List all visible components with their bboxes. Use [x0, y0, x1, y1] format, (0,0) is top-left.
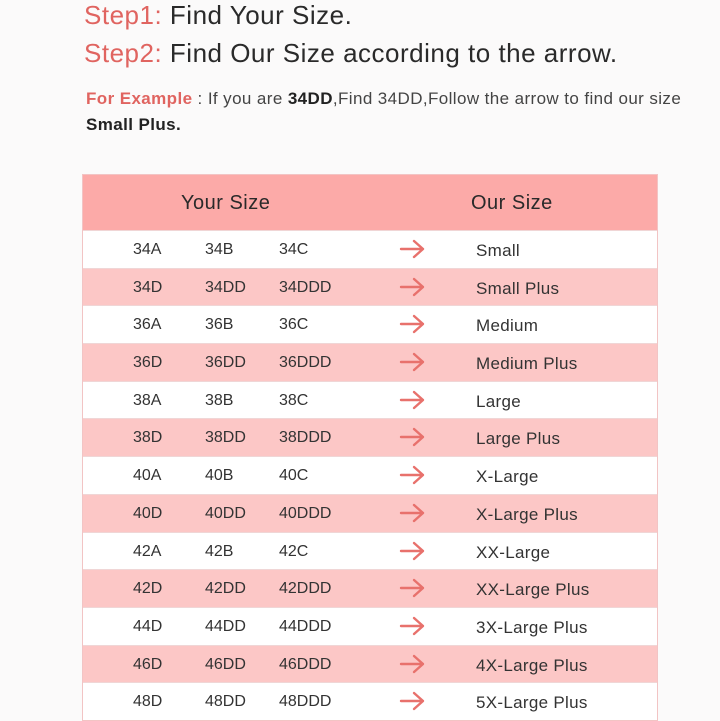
table-row: [83, 230, 657, 268]
table-row: [83, 381, 657, 419]
our-size-cell: Small Plus: [476, 278, 560, 298]
size-cell-c: 36C: [279, 316, 309, 334]
right-arrow-icon: [399, 539, 427, 563]
size-cell-b: 42DD: [205, 580, 246, 598]
table-row: [83, 456, 657, 494]
step2-label: Step2:: [84, 38, 163, 68]
size-cell-c: 40DDD: [279, 504, 332, 522]
example-label: For Example: [86, 89, 193, 108]
right-arrow-icon: [399, 652, 427, 676]
table-row: [83, 569, 657, 607]
size-cell-c: 44DDD: [279, 617, 332, 635]
example-bold-1: 34DD: [287, 89, 333, 108]
our-size-cell: X-Large Plus: [476, 504, 578, 524]
size-cell-a: 44D: [133, 617, 163, 635]
size-cell-b: 34DD: [205, 278, 246, 296]
size-cell-a: 36D: [133, 354, 163, 372]
step1-label: Step1:: [84, 0, 163, 30]
size-cell-c: 42C: [279, 542, 309, 560]
size-cell-c: 42DDD: [279, 580, 332, 598]
right-arrow-icon: [399, 275, 427, 299]
size-cell-c: 40C: [279, 467, 309, 485]
step2-text: Find Our Size according to the arrow.: [169, 38, 618, 68]
size-table: [82, 174, 658, 721]
size-cell-c: 34C: [279, 241, 309, 258]
size-cell-b: 48DD: [205, 693, 246, 711]
size-cell-b: 40B: [205, 467, 234, 485]
size-cell-a: 36A: [133, 316, 162, 334]
right-arrow-icon: [399, 425, 427, 449]
table-row: [83, 682, 657, 720]
our-size-cell: 4X-Large Plus: [476, 655, 588, 675]
table-header: [83, 175, 657, 230]
size-cell-c: 38DDD: [279, 429, 332, 447]
our-size-cell: Medium: [476, 316, 539, 336]
size-cell-a: 42A: [133, 542, 162, 560]
right-arrow-icon: [399, 350, 427, 374]
table-row: [83, 494, 657, 532]
example-text-1: If you are: [207, 89, 288, 108]
right-arrow-icon: [399, 388, 427, 412]
right-arrow-icon: [399, 576, 427, 600]
our-size-cell: Large Plus: [476, 429, 561, 449]
right-arrow-icon: [399, 463, 427, 487]
right-arrow-icon: [399, 312, 427, 336]
right-arrow-icon: [399, 501, 427, 525]
size-cell-a: 40A: [133, 467, 162, 485]
size-cell-b: 44DD: [205, 617, 246, 635]
size-cell-a: 46D: [133, 655, 163, 673]
table-row: [83, 305, 657, 343]
size-cell-b: 38DD: [205, 429, 246, 447]
table-row: [83, 268, 657, 306]
size-cell-c: 38C: [279, 391, 309, 409]
right-arrow-icon: [399, 689, 427, 713]
our-size-cell: Small: [476, 241, 521, 260]
example-text-2: ,Find 34DD,Follow the arrow to find our size: [332, 89, 682, 108]
right-arrow-icon: [399, 614, 427, 638]
table-row: [83, 343, 657, 381]
size-cell-b: 38B: [205, 391, 234, 409]
our-size-cell: XX-Large: [476, 542, 551, 562]
table-row: [83, 645, 657, 683]
size-cell-b: 40DD: [205, 504, 246, 522]
size-cell-a: 42D: [133, 580, 163, 598]
header-our-size: Our Size: [471, 192, 553, 214]
step1-text: Find Your Size.: [169, 0, 353, 30]
size-cell-a: 34A: [133, 241, 162, 258]
our-size-cell: X-Large: [476, 467, 539, 487]
our-size-cell: Large: [476, 391, 521, 411]
header-your-size: Your Size: [181, 192, 271, 214]
size-cell-c: 34DDD: [279, 278, 332, 296]
size-cell-c: 36DDD: [279, 354, 332, 372]
our-size-cell: 3X-Large Plus: [476, 617, 588, 637]
our-size-cell: Medium Plus: [476, 354, 578, 374]
size-cell-a: 38D: [133, 429, 163, 447]
table-row: [83, 418, 657, 456]
right-arrow-icon: [399, 237, 427, 261]
table-body: [83, 230, 657, 720]
size-cell-a: 48D: [133, 693, 163, 711]
table-row: [83, 607, 657, 645]
our-size-cell: XX-Large Plus: [476, 580, 590, 600]
size-cell-a: 38A: [133, 391, 162, 409]
size-cell-c: 46DDD: [279, 655, 332, 673]
size-cell-b: 34B: [205, 241, 234, 258]
size-cell-c: 48DDD: [279, 693, 332, 711]
example-bold-2: Small Plus.: [86, 115, 182, 134]
size-cell-b: 42B: [205, 542, 234, 560]
step2-heading: [84, 38, 618, 68]
size-cell-a: 40D: [133, 504, 163, 522]
table-row: [83, 532, 657, 570]
size-cell-a: 34D: [133, 278, 163, 296]
size-cell-b: 46DD: [205, 655, 246, 673]
example-sep: :: [192, 89, 208, 108]
step1-heading: [84, 0, 352, 30]
our-size-cell: 5X-Large Plus: [476, 693, 588, 713]
example-paragraph: [86, 86, 686, 138]
size-cell-b: 36B: [205, 316, 234, 334]
size-cell-b: 36DD: [205, 354, 246, 372]
